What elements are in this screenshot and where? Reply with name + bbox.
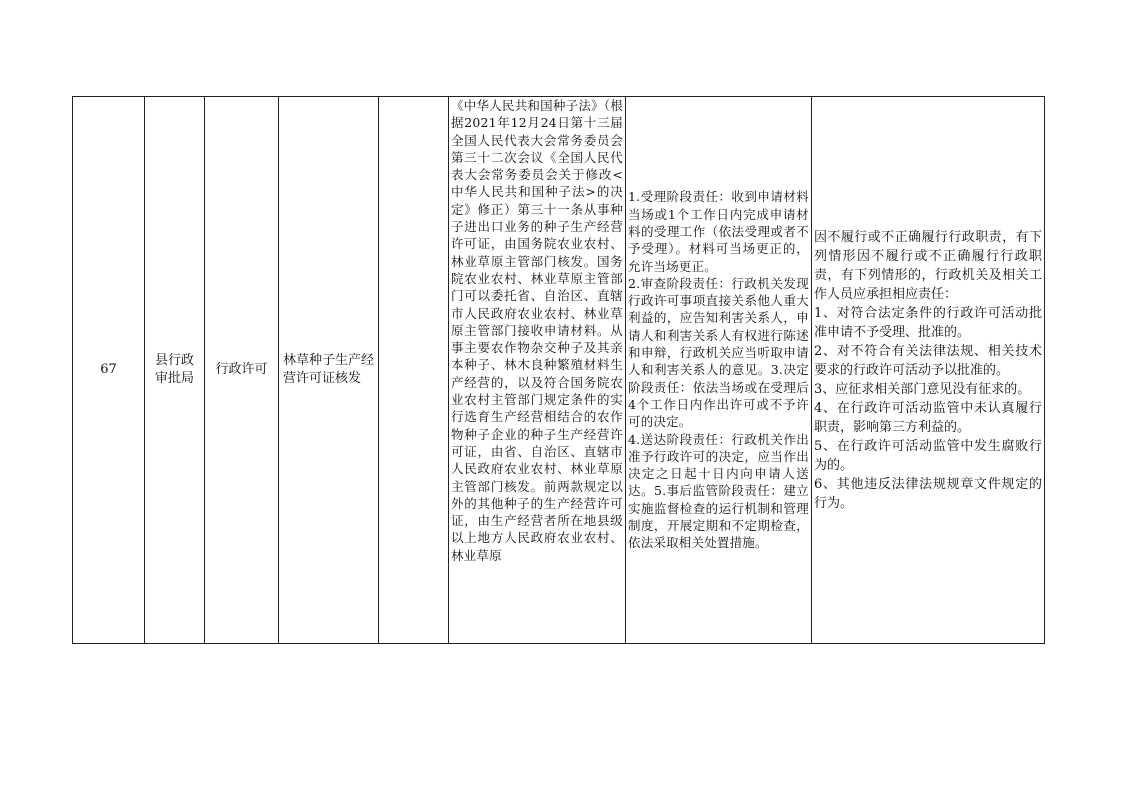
legal-basis-text: 《中华人民共和国种子法》（根据2021年12月24日第十三届全国人民代表大会常务委员会第三十二次会议《全国人民代表大会常务委员会关于修改<中华人民共和国种子法>的决定》修正）第三十一条从事种子进出口业务的种子生产经营许可证，由国务院农业农村、林业草原主管部门核发。国务院农业农村、林业草原主管部门可以委托省、自治区、直辖市人民政府农业农村、林业草原主管部门接收申请材料。从事主要农作物杂交种子及其亲本种子、林木良种繁殖材料生产经营的，以及符合国务院农业农村主管部门规定条件的实行选育生产经营相结合的农作物种子企业的种子生产经营许可证，由省、自治区、直辖市人民政府农业农村、林业草原主管部门核发。前两款规定以外的其他种子的生产经营许可证，由生产经营者所在地县级以上地方人民政府农业农村、林业草原 bbox=[451, 98, 623, 563]
serial-number: 67 bbox=[100, 362, 117, 377]
power-category: 行政许可 bbox=[215, 362, 268, 377]
power-list-table bbox=[72, 96, 1045, 644]
responsibility-text: 1.受理阶段责任：收到申请材料当场或1个工作日内完成申请材料的受理工作（依法受理或者不予受理）。材料可当场更正的，允许当场更正。 2.审查阶段责任：行政机关发现行政许可事项直接关系他人重大利益的，应告知利害关系人，申请人和利害关系人有权进行陈述和申辩，行政机关应当听取申请人和利害关系人的意见。3.决定阶段责任：依法当场或在受理后4个工作日内作出许可或不予许可的决定。 4.送达阶段责任：行政机关作出准予行政许可的决定，应当作出决定之日起十日内向申请人送达。5.事后监管阶段责任：建立实施监督检查的运行机制和管理制度，开展定期和不定期检查，依法采取相关处置措施。 bbox=[628, 189, 809, 551]
category-cell bbox=[205, 97, 279, 643]
legal-basis-cell bbox=[449, 97, 626, 643]
sub-item-cell bbox=[379, 97, 449, 643]
accountability-text: 因不履行或不正确履行行政职责，有下列情形因不履行或不正确履行行政职责，有下列情形的，行政机关及相关工作人员应承担相应责任： 1、对符合法定条件的行政许可活动批准申请不予受理、批准的。 2、对不符合有关法律法规、相关技术要求的行政许可活动予以批准的。 3、应征求相关部门意见没有征求的。 4、在行政许可活动监管中未认真履行职责，影响第三方利益的。 5、在行政许可活动监管中发生腐败行为的。 6、其他违反法律法规规章文件规定的行为。 bbox=[814, 229, 1042, 511]
responsibility-cell bbox=[626, 97, 812, 643]
accountability-cell bbox=[812, 97, 1044, 643]
department-name: 县行政审批局 bbox=[154, 353, 194, 386]
power-item-name: 林草种子生产经营许可证核发 bbox=[283, 353, 375, 386]
serial-number-cell bbox=[73, 97, 145, 643]
item-name-cell bbox=[279, 97, 379, 643]
department-cell bbox=[145, 97, 205, 643]
